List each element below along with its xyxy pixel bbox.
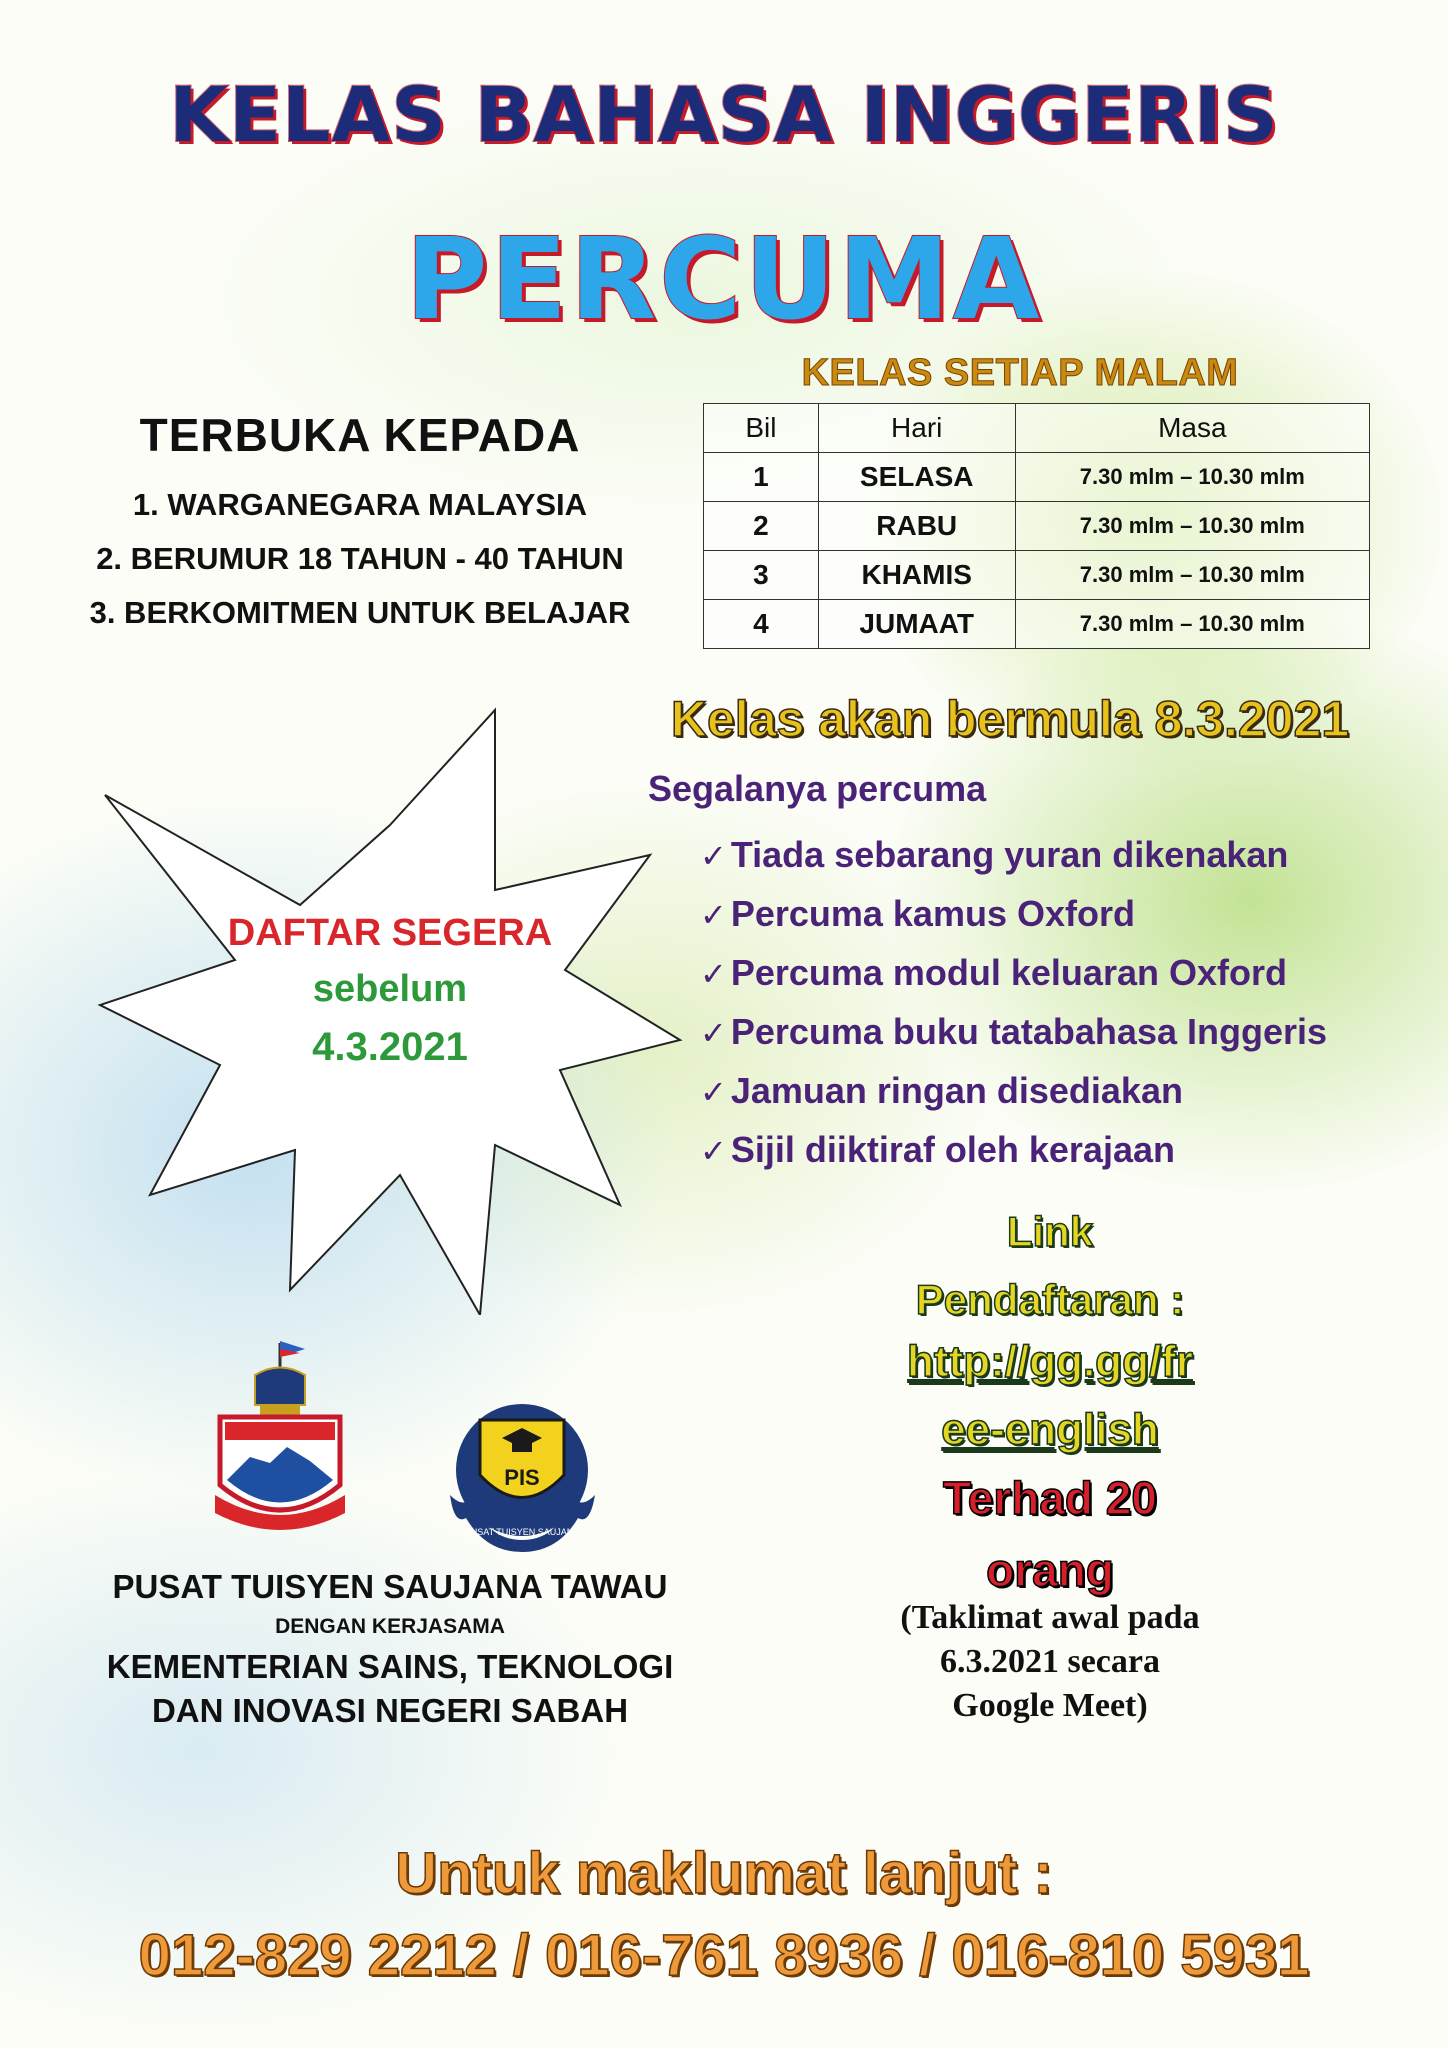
schedule-cell-time: 7.30 mlm – 10.30 mlm bbox=[1015, 600, 1369, 649]
benefit-text: Jamuan ringan disediakan bbox=[730, 1070, 1183, 1111]
benefit-text: Percuma buku tatabahasa Inggeris bbox=[730, 1011, 1328, 1052]
schedule-table bbox=[703, 403, 1370, 649]
list-item bbox=[700, 884, 1327, 943]
registration-link-line[interactable]: http://gg.gg/fr bbox=[907, 1337, 1193, 1386]
seat-limit-line: orang bbox=[986, 1544, 1114, 1596]
eligibility-item: 3. BERKOMITMEN UNTUK BELAJAR bbox=[89, 595, 631, 630]
register-deadline-date: 4.3.2021 bbox=[312, 1025, 468, 1069]
benefit-text: Percuma modul keluaran Oxford bbox=[730, 952, 1287, 993]
contact-phones: 012-829 2212 / 016-761 8936 / 016-810 5931 bbox=[138, 1923, 1310, 1988]
eligibility-item: 2. BERUMUR 18 TAHUN - 40 TAHUN bbox=[96, 541, 624, 576]
list-item bbox=[700, 943, 1327, 1002]
briefing-line: (Taklimat awal pada bbox=[900, 1599, 1200, 1636]
ministry-line: KEMENTERIAN SAINS, TEKNOLOGI bbox=[106, 1648, 674, 1685]
table-row bbox=[704, 502, 1370, 551]
register-now-text: DAFTAR SEGERA bbox=[227, 912, 553, 954]
schedule-cell-day: JUMAAT bbox=[818, 600, 1015, 649]
list-item bbox=[700, 1002, 1327, 1061]
checkmark-icon: ✓ bbox=[700, 955, 727, 993]
sabah-crest-logo bbox=[205, 1335, 355, 1550]
schedule-cell-bil: 2 bbox=[704, 502, 819, 551]
schedule-header-hari: Hari bbox=[818, 404, 1015, 453]
registration-label bbox=[860, 1198, 1240, 1334]
checkmark-icon: ✓ bbox=[700, 1073, 727, 1111]
registration-link[interactable] bbox=[860, 1328, 1240, 1464]
schedule-cell-day: SELASA bbox=[818, 453, 1015, 502]
eligibility-item: 1. WARGANEGARA MALAYSIA bbox=[132, 487, 588, 522]
organizer-collab: DENGAN KERJASAMA bbox=[275, 1615, 505, 1638]
schedule-cell-day: RABU bbox=[818, 502, 1015, 551]
checkmark-icon: ✓ bbox=[700, 896, 727, 934]
list-item bbox=[700, 1120, 1327, 1179]
schedule-cell-day: KHAMIS bbox=[818, 551, 1015, 600]
table-row bbox=[704, 551, 1370, 600]
eligibility-list bbox=[40, 478, 680, 640]
benefit-text: Percuma kamus Oxford bbox=[730, 893, 1135, 934]
class-start-date: Kelas akan bermula 8.3.2021 bbox=[670, 691, 1350, 747]
page-title: KELAS BAHASA INGGERIS bbox=[169, 70, 1279, 159]
registration-label-line: Link bbox=[1006, 1208, 1094, 1255]
briefing-line: 6.3.2021 secara bbox=[939, 1643, 1160, 1680]
schedule-cell-time: 7.30 mlm – 10.30 mlm bbox=[1015, 551, 1369, 600]
table-row bbox=[704, 600, 1370, 649]
registration-link-line[interactable]: ee-english bbox=[941, 1405, 1159, 1454]
checkmark-icon: ✓ bbox=[700, 1132, 727, 1170]
checkmark-icon: ✓ bbox=[700, 1014, 727, 1052]
schedule-cell-bil: 3 bbox=[704, 551, 819, 600]
contact-label: Untuk maklumat lanjut : bbox=[395, 1841, 1053, 1906]
schedule-header-row bbox=[704, 404, 1370, 453]
benefits-list bbox=[700, 825, 1327, 1179]
benefit-text: Tiada sebarang yuran dikenakan bbox=[730, 834, 1289, 875]
list-item bbox=[700, 825, 1327, 884]
ministry-line: DAN INOVASI NEGERI SABAH bbox=[151, 1692, 629, 1729]
starburst-polygon bbox=[100, 710, 680, 1315]
briefing-line: Google Meet) bbox=[952, 1687, 1148, 1724]
schedule-header-bil: Bil bbox=[704, 404, 819, 453]
organizer-ministry bbox=[60, 1645, 720, 1733]
schedule-header-masa: Masa bbox=[1015, 404, 1369, 453]
pis-logo-text: PIS bbox=[504, 1465, 540, 1490]
pis-ring-text: PUSAT TUISYEN SAUJANA bbox=[464, 1527, 580, 1537]
pis-logo bbox=[440, 1390, 605, 1555]
seat-limit bbox=[860, 1462, 1240, 1606]
table-row bbox=[704, 453, 1370, 502]
benefit-text: Sijil diiktiraf oleh kerajaan bbox=[730, 1129, 1175, 1170]
checkmark-icon: ✓ bbox=[700, 837, 727, 875]
schedule-title: KELAS SETIAP MALAM bbox=[801, 352, 1239, 394]
registration-label-line: Pendaftaran : bbox=[915, 1276, 1185, 1323]
schedule-cell-bil: 4 bbox=[704, 600, 819, 649]
list-item bbox=[700, 1061, 1327, 1120]
schedule-cell-bil: 1 bbox=[704, 453, 819, 502]
briefing-note bbox=[860, 1596, 1240, 1728]
schedule-cell-time: 7.30 mlm – 10.30 mlm bbox=[1015, 502, 1369, 551]
eligibility-title: TERBUKA KEPADA bbox=[139, 409, 581, 461]
benefits-title: Segalanya percuma bbox=[648, 768, 987, 809]
organizer-name: PUSAT TUISYEN SAUJANA TAWAU bbox=[112, 1568, 668, 1605]
register-before-text: sebelum bbox=[312, 968, 468, 1010]
seat-limit-line: Terhad 20 bbox=[943, 1472, 1157, 1524]
page-subtitle: PERCUMA bbox=[405, 215, 1043, 345]
schedule-cell-time: 7.30 mlm – 10.30 mlm bbox=[1015, 453, 1369, 502]
